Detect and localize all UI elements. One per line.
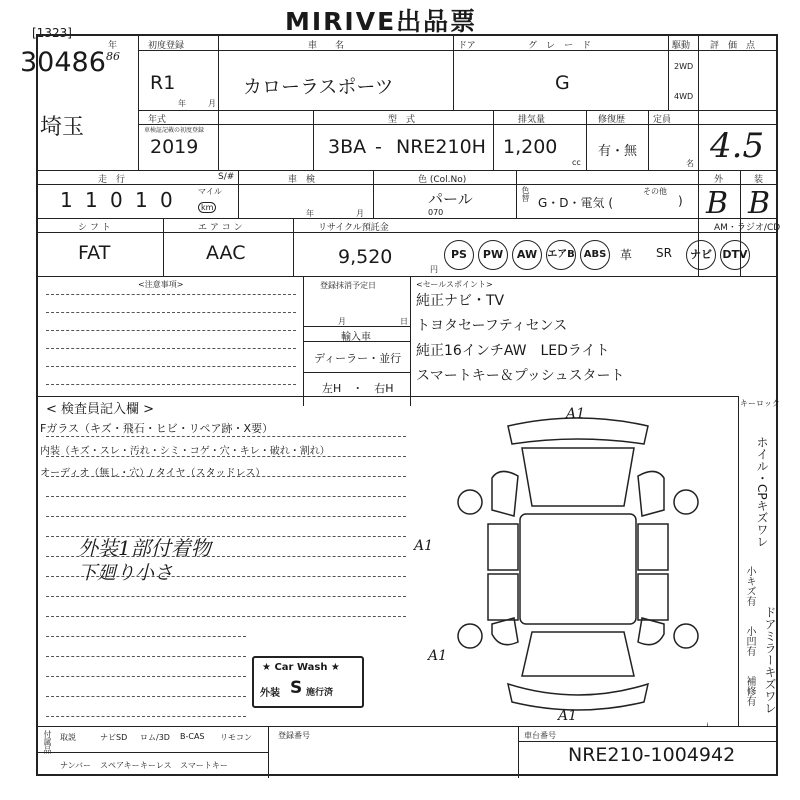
paint-other: その他 [643, 187, 667, 196]
sales-point: 純正16インチAW LEDライト [416, 343, 610, 359]
sales-header: <セールスポイント> [416, 280, 493, 289]
accessory-item: 取説 [60, 733, 76, 742]
model-prefix: 3BA [328, 136, 367, 158]
door-label: ドア [458, 41, 476, 51]
paint-close: ) [678, 194, 683, 208]
equipment-circle: DTV [720, 240, 750, 270]
mileage-digit: 1 [60, 188, 73, 212]
inspector-interior: 内装（キズ・スレ・汚れ・シミ・コゲ・穴・キレ・破れ・割れ） [40, 446, 330, 457]
diagram-mark-left-rear: A1 [428, 648, 448, 664]
recycle-value: 9,520 [338, 246, 393, 268]
diagram-mark-rear: A1 [558, 708, 578, 724]
equipment-circle: PS [444, 240, 474, 270]
side-note-repair: 補修有 [744, 676, 755, 706]
interior-label: 装 [754, 175, 764, 185]
notes-header: <注意事項> [138, 280, 184, 289]
side-note-mirror: ドアミラーキズワレ [763, 606, 777, 714]
key-label: キーロック [740, 399, 780, 408]
hand-label: 左H ・ 右H [322, 382, 394, 395]
car-wash-grade: S [290, 678, 303, 698]
inspector-audio: オーディオ（無し・穴）/ タイヤ（スタッドレス） [40, 468, 266, 479]
year-note: 車検証記載の初度登録 [144, 127, 205, 134]
equipment-header: AM・ラジオ/CD [714, 223, 781, 233]
car-wash-title: ★ Car Wash ★ [262, 662, 340, 673]
interior-grade: B [748, 186, 771, 221]
mileage-digit: 0 [160, 188, 173, 212]
recycle-label: リサイクル預託金 [318, 223, 389, 233]
recycle-unit: 円 [430, 265, 438, 274]
side-note-small-scratch: 小キズ有 [744, 566, 755, 606]
color-value: パール [428, 190, 473, 208]
car-name-value: カローラスポーツ [243, 76, 394, 98]
equipment-circle: AW [512, 240, 542, 270]
car-wash-suffix: 施行済 [306, 688, 334, 698]
import-label: 輸入車 [341, 332, 371, 343]
accessory-item: B-CAS [180, 732, 205, 741]
accessories-label: 付属品 [43, 730, 52, 754]
equipment-circle: ナビ [686, 240, 716, 270]
inspection-label: 車 検 [288, 175, 316, 185]
first-reg-value: R1 [150, 72, 176, 94]
lot-mark: 86 [106, 50, 120, 63]
nen-label: 年 [108, 41, 118, 51]
side-note-small-dent: 小凹有 [744, 626, 755, 656]
side-note-wheel: ホイル・CPキズワレ [755, 436, 769, 548]
cc-label: 排気量 [518, 115, 546, 125]
registration-label: 登録抹消予定日 [320, 281, 376, 290]
mileage-label: 走 行 [98, 175, 126, 185]
mileage-unit-mile: マイル [198, 187, 222, 196]
mileage-digit: 0 [110, 188, 123, 212]
accessory-item: スマートキー [180, 761, 228, 770]
ac-value: AAC [206, 242, 246, 264]
ac-label: エ ア コ ン [198, 223, 243, 233]
cc-value: 1,200 [503, 136, 558, 158]
drive-2wd: 2WD [674, 62, 694, 71]
rating-label: 評 価 点 [710, 41, 756, 51]
accessory-item: ロム/3D [140, 733, 170, 742]
inspector-header: < 検査員記入欄 > [46, 402, 155, 417]
equipment-circle: ABS [580, 240, 610, 270]
accessory-item: キーレス [140, 761, 172, 770]
exterior-grade: B [706, 186, 729, 221]
car-wash-stamp [252, 656, 364, 708]
sales-point: スマートキー＆プッシュスタート [416, 368, 625, 384]
drive-4wd: 4WD [674, 92, 694, 101]
capacity-label: 定員 [653, 115, 672, 125]
model-label: 型 式 [388, 115, 416, 125]
first-reg-nen: 年 [178, 99, 186, 108]
dealer-label: ディーラー・並行 [314, 352, 402, 365]
accessory-item: スペアキー [100, 761, 140, 770]
color-label: 色 (Col.No) [418, 175, 467, 185]
year-value: 2019 [150, 136, 199, 158]
capacity-unit: 名 [686, 159, 694, 168]
exterior-label: 外 [714, 175, 724, 185]
mileage-digit: 1 [135, 188, 148, 212]
first-reg-tsuki: 月 [208, 99, 216, 108]
car-name-label: 車 名 [308, 41, 345, 51]
repair-value: 有・無 [598, 144, 638, 159]
mileage-digit: 1 [85, 188, 98, 212]
accessory-item: ナンバー [60, 761, 92, 770]
registration-month: 月 [338, 317, 346, 326]
sales-point: トヨタセーフティセンス [416, 318, 568, 334]
grade-label: グ レ ー ド [528, 41, 592, 51]
accessory-item: ナビSD [100, 733, 128, 742]
reg-number-label: 登録番号 [278, 731, 310, 740]
hand-note-2: 下廻り小さ [78, 562, 174, 584]
inspector-glass: Fガラス（キズ・飛石・ヒビ・リペア跡・X要） [40, 422, 274, 435]
equipment-circle: エアB [546, 240, 576, 270]
lot-number: 30486 [20, 47, 106, 78]
sales-point: 純正ナビ・TV [416, 293, 505, 309]
car-diagram [448, 406, 708, 726]
equipment-item: SR [656, 246, 672, 260]
inspection-nen: 年 [306, 209, 314, 218]
rating-value: 4.5 [710, 126, 765, 166]
lot-small: [1323] [32, 26, 72, 40]
color-code: 070 [428, 208, 444, 217]
diagram-mark-left: A1 [414, 538, 434, 554]
diagram-mark-front: A1 [566, 406, 586, 422]
registration-day: 日 [400, 317, 408, 326]
frame-number: NRE210-1004942 [568, 744, 736, 766]
auction-sheet [36, 34, 781, 776]
drive-label: 駆動 [672, 41, 691, 51]
equipment-item: 革 [620, 248, 633, 262]
repair-label: 修復歴 [598, 115, 626, 125]
shift-label: シ フ ト [78, 223, 111, 233]
accessory-item: リモコン [220, 733, 252, 742]
mileage-s-label: S/# [218, 172, 235, 182]
first-reg-label: 初度登録 [148, 41, 185, 51]
car-wash-label: 外装 [260, 688, 280, 699]
hand-note-1: 外装1部付着物 [78, 536, 211, 560]
cc-unit: cc [572, 158, 581, 167]
color-label-v: 色替 [521, 186, 530, 202]
shift-value: FAT [78, 242, 111, 264]
frame-label: 車台番号 [524, 731, 556, 740]
equipment-circle: PW [478, 240, 508, 270]
model-value: NRE210H [396, 136, 486, 158]
model-dash: - [375, 136, 382, 158]
inspection-tsuki: 月 [356, 209, 364, 218]
region: 埼玉 [40, 115, 85, 140]
year-label: 年式 [148, 115, 167, 125]
grade-value: G [555, 72, 570, 94]
paint-value: G・D・電気 ( [538, 196, 614, 210]
sheet-title: MIRIVE出品票 [285, 7, 478, 36]
mileage-unit-km: km [198, 202, 216, 213]
